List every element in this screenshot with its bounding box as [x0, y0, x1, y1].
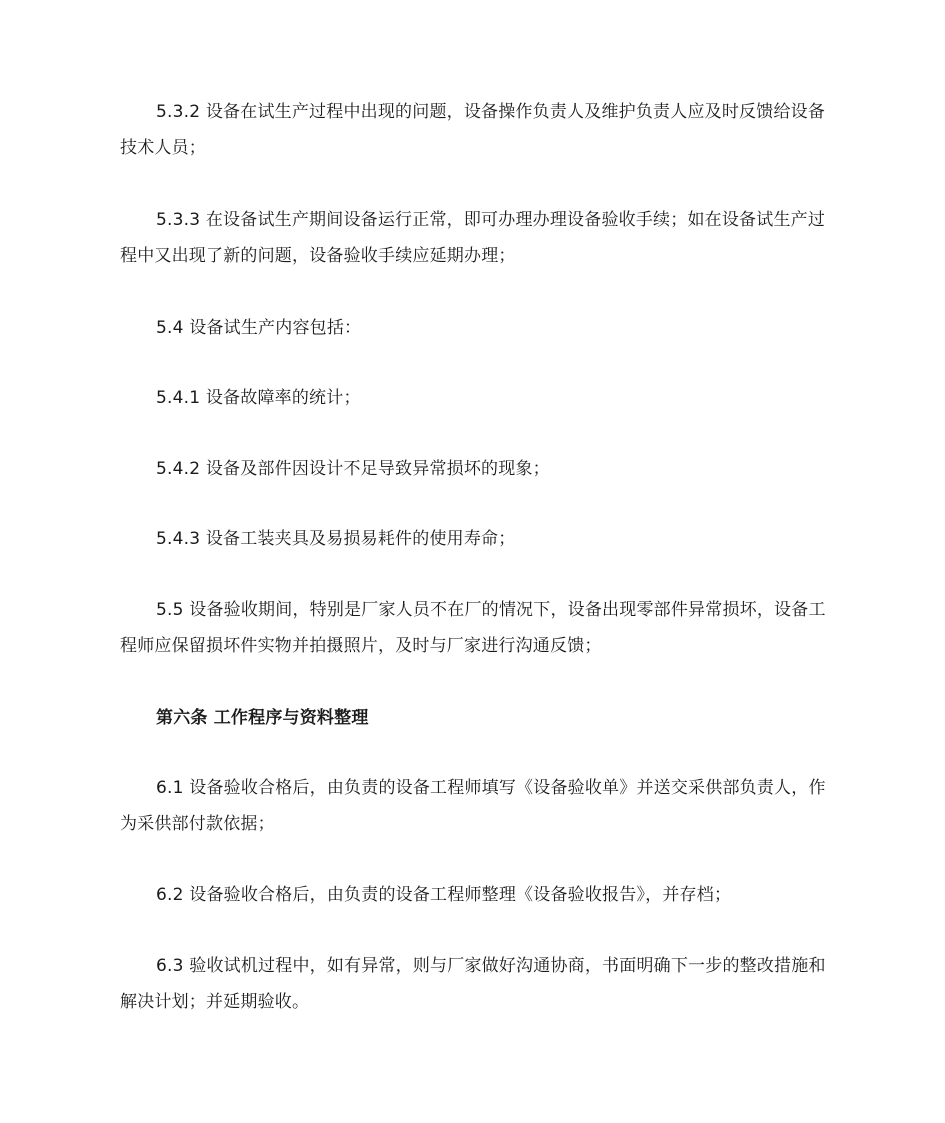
paragraph-6-1: 6.1 设备验收合格后，由负责的设备工程师填写《设备验收单》并送交采供部负责人，作为采供部付款依据； [120, 778, 826, 834]
paragraph-5-4-1: 5.4.1 设备故障率的统计； [156, 388, 361, 408]
paragraph-5-4-2: 5.4.2 设备及部件因设计不足导致异常损坏的现象； [156, 459, 550, 479]
paragraph-5-3-2: 5.3.2 设备在试生产过程中出现的问题，设备操作负责人及维护负责人应及时反馈给设备技术人员； [120, 102, 826, 158]
section-heading-6: 第六条 工作程序与资料整理 [156, 708, 369, 728]
paragraph-6-2: 6.2 设备验收合格后，由负责的设备工程师整理《设备验收报告》，并存档； [156, 885, 732, 905]
paragraph-5-3-3: 5.3.3 在设备试生产期间设备运行正常，即可办理办理设备验收手续；如在设备试生产过程中又出现了新的问题，设备验收手续应延期办理； [120, 210, 826, 266]
paragraph-5-5: 5.5 设备验收期间，特别是厂家人员不在厂的情况下，设备出现零部件异常损坏，设备工程师应保留损坏件实物并拍摄照片，及时与厂家进行沟通反馈； [120, 600, 826, 656]
paragraph-5-4-3: 5.4.3 设备工装夹具及易损易耗件的使用寿命； [156, 529, 516, 549]
paragraph-6-3: 6.3 验收试机过程中，如有异常，则与厂家做好沟通协商，书面明确下一步的整改措施和解决计划；并延期验收。 [120, 956, 826, 1012]
paragraph-5-4: 5.4 设备试生产内容包括： [156, 318, 362, 338]
